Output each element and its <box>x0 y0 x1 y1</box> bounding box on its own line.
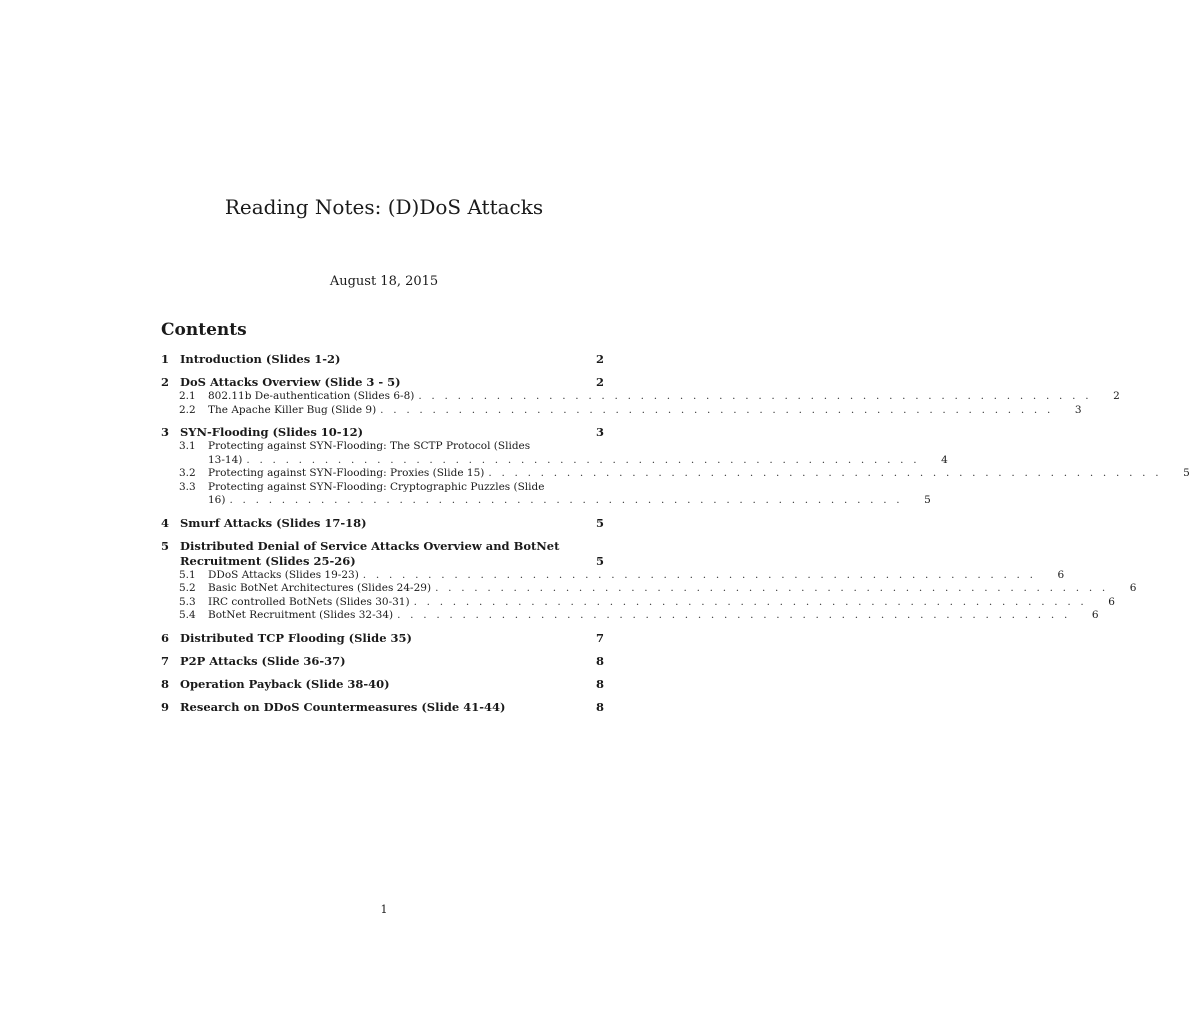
dot-leader: . . . . . . . . . . . . . . . . . . . . . . . . . . . . . . . . . . . . . . . . . . . . . . . . . . . . <box>435 582 1109 594</box>
subsection-page: 6 <box>1108 595 1115 608</box>
dot-leader: . . . . . . . . . . . . . . . . . . . . . . . . . . . . . . . . . . . . . . . . . . . . . . . . . . . . <box>362 568 1037 581</box>
toc-section-5 <box>161 538 1137 623</box>
subsection-number: 5.2 <box>179 582 196 594</box>
subsection-title-line-1: Protecting against SYN-Flooding: Cryptographic Puzzles (Slide <box>208 480 545 493</box>
subsection-title: The Apache Killer Bug (Slide 9) <box>208 403 377 416</box>
subsection-number: 2.2 <box>179 403 196 416</box>
toc-entry[interactable] <box>161 700 604 715</box>
table-of-contents <box>161 352 1190 723</box>
section-page: 8 <box>595 653 604 668</box>
section-title: Introduction (Slides 1-2) <box>180 352 341 366</box>
toc-section-7 <box>161 654 604 669</box>
section-number: 3 <box>161 425 170 439</box>
section-page: 5 <box>595 553 604 568</box>
section-page: 3 <box>595 425 604 439</box>
section-number: 1 <box>161 352 170 366</box>
subsection-number: 5.3 <box>179 595 196 608</box>
toc-section-6 <box>161 631 604 646</box>
subsection-title: IRC controlled BotNets (Slides 30-31) <box>208 595 410 608</box>
section-title: Distributed TCP Flooding (Slide 35) <box>180 630 412 645</box>
subsection-number: 5.1 <box>179 568 196 581</box>
section-page: 7 <box>595 630 604 645</box>
subsection-number: 5.4 <box>179 609 196 621</box>
section-title: DoS Attacks Overview (Slide 3 - 5) <box>180 375 401 389</box>
subsection-title: DDoS Attacks (Slides 19-23) <box>208 568 359 581</box>
subsection-page: 5 <box>1183 467 1190 479</box>
subsection-number: 2.1 <box>179 390 196 402</box>
section-title: Smurf Attacks (Slides 17-18) <box>180 515 367 530</box>
toc-section-8 <box>161 677 604 692</box>
toc-subentry[interactable] <box>161 609 1099 623</box>
dot-leader: . . . . . . . . . . . . . . . . . . . . . . . . . . . . . . . . . . . . . . . . . . . . . . . . . . . . <box>397 609 1071 621</box>
section-page: 5 <box>595 515 604 530</box>
section-number: 8 <box>161 676 170 691</box>
section-page: 2 <box>595 352 604 366</box>
subsection-page: 3 <box>1074 403 1082 416</box>
subsection-title-line-2: 13-14) <box>208 453 243 466</box>
toc-section-3 <box>161 425 1190 508</box>
subsection-number: 3.2 <box>179 467 196 479</box>
contents-heading: Contents <box>161 320 247 340</box>
subsection-title: BotNet Recruitment (Slides 32-34) <box>208 609 394 621</box>
subsection-title: Basic BotNet Architectures (Slides 24-29) <box>208 582 432 594</box>
dot-leader: . . . . . . . . . . . . . . . . . . . . . . . . . . . . . . . . . . . . . . . . . . . . . . . . . . . . <box>488 467 1162 479</box>
toc-entry[interactable] <box>161 654 604 669</box>
section-page: 8 <box>595 699 604 714</box>
subsection-page: 4 <box>941 453 948 466</box>
section-number: 7 <box>161 653 170 668</box>
toc-section-1 <box>161 352 604 367</box>
subsection-page: 6 <box>1091 609 1099 621</box>
section-number: 9 <box>161 699 170 714</box>
section-page: 8 <box>595 676 604 691</box>
subsection-title-line-2: 16) <box>208 494 226 506</box>
toc-subentry[interactable] <box>161 480 931 508</box>
dot-leader: . . . . . . . . . . . . . . . . . . . . . . . . . . . . . . . . . . . . . . . . . . . . . . . . . . . . <box>418 390 1092 402</box>
section-title: SYN-Flooding (Slides 10-12) <box>180 425 364 439</box>
section-title: Research on DDoS Countermeasures (Slide 41-44) <box>180 699 506 714</box>
document-title: Reading Notes: (D)DoS Attacks <box>224 195 544 219</box>
subsection-title-line-1: Protecting against SYN-Flooding: The SCTP Protocol (Slides <box>208 440 531 452</box>
subsection-page: 6 <box>1057 568 1065 581</box>
toc-subentry[interactable] <box>161 440 948 467</box>
toc-subentry[interactable] <box>161 582 1137 596</box>
section-title: P2P Attacks (Slide 36-37) <box>180 653 346 668</box>
subsection-title: Protecting against SYN-Flooding: Proxies (Slide 15) <box>208 467 485 479</box>
toc-entry[interactable] <box>161 677 604 692</box>
toc-entry[interactable] <box>161 352 604 367</box>
dot-leader: . . . . . . . . . . . . . . . . . . . . . . . . . . . . . . . . . . . . . . . . . . . . . . . . . . . . <box>413 595 1087 608</box>
section-title-line-1: Distributed Denial of Service Attacks Overview and BotNet <box>180 538 560 553</box>
toc-entry[interactable] <box>161 516 604 531</box>
section-page: 2 <box>595 375 604 389</box>
toc-entry[interactable] <box>161 375 604 390</box>
document-date: August 18, 2015 <box>329 274 439 289</box>
toc-entry[interactable] <box>161 539 604 569</box>
toc-subentry[interactable] <box>161 403 1082 418</box>
toc-entry[interactable] <box>161 425 604 440</box>
section-number: 5 <box>161 538 170 553</box>
dot-leader: . . . . . . . . . . . . . . . . . . . . . . . . . . . . . . . . . . . . . . . . . . . . . . . . . . . . <box>229 494 903 506</box>
toc-subentry[interactable] <box>161 467 1190 481</box>
subsection-title: 802.11b De-authentication (Slides 6-8) <box>208 390 415 402</box>
subsection-page: 6 <box>1129 582 1137 594</box>
toc-subentry[interactable] <box>161 595 1115 610</box>
section-number: 6 <box>161 630 170 645</box>
toc-section-9 <box>161 700 604 715</box>
subsection-number: 3.1 <box>179 440 196 452</box>
subsection-number: 3.3 <box>179 480 196 493</box>
subsection-page: 2 <box>1113 390 1120 402</box>
section-title-line-2: Recruitment (Slides 25-26) <box>180 553 356 568</box>
dot-leader: . . . . . . . . . . . . . . . . . . . . . . . . . . . . . . . . . . . . . . . . . . . . . . . . . . . . <box>246 453 920 466</box>
section-title: Operation Payback (Slide 38-40) <box>180 676 390 691</box>
page-number: 1 <box>380 903 388 916</box>
toc-entry[interactable] <box>161 631 604 646</box>
toc-subentry[interactable] <box>161 390 1120 404</box>
section-number: 4 <box>161 515 170 530</box>
section-number: 2 <box>161 375 170 389</box>
subsection-page: 5 <box>924 494 931 506</box>
toc-section-4 <box>161 516 604 531</box>
dot-leader: . . . . . . . . . . . . . . . . . . . . . . . . . . . . . . . . . . . . . . . . . . . . . . . . . . . . <box>380 403 1054 416</box>
toc-subentry[interactable] <box>161 568 1065 583</box>
toc-section-2 <box>161 375 1120 417</box>
